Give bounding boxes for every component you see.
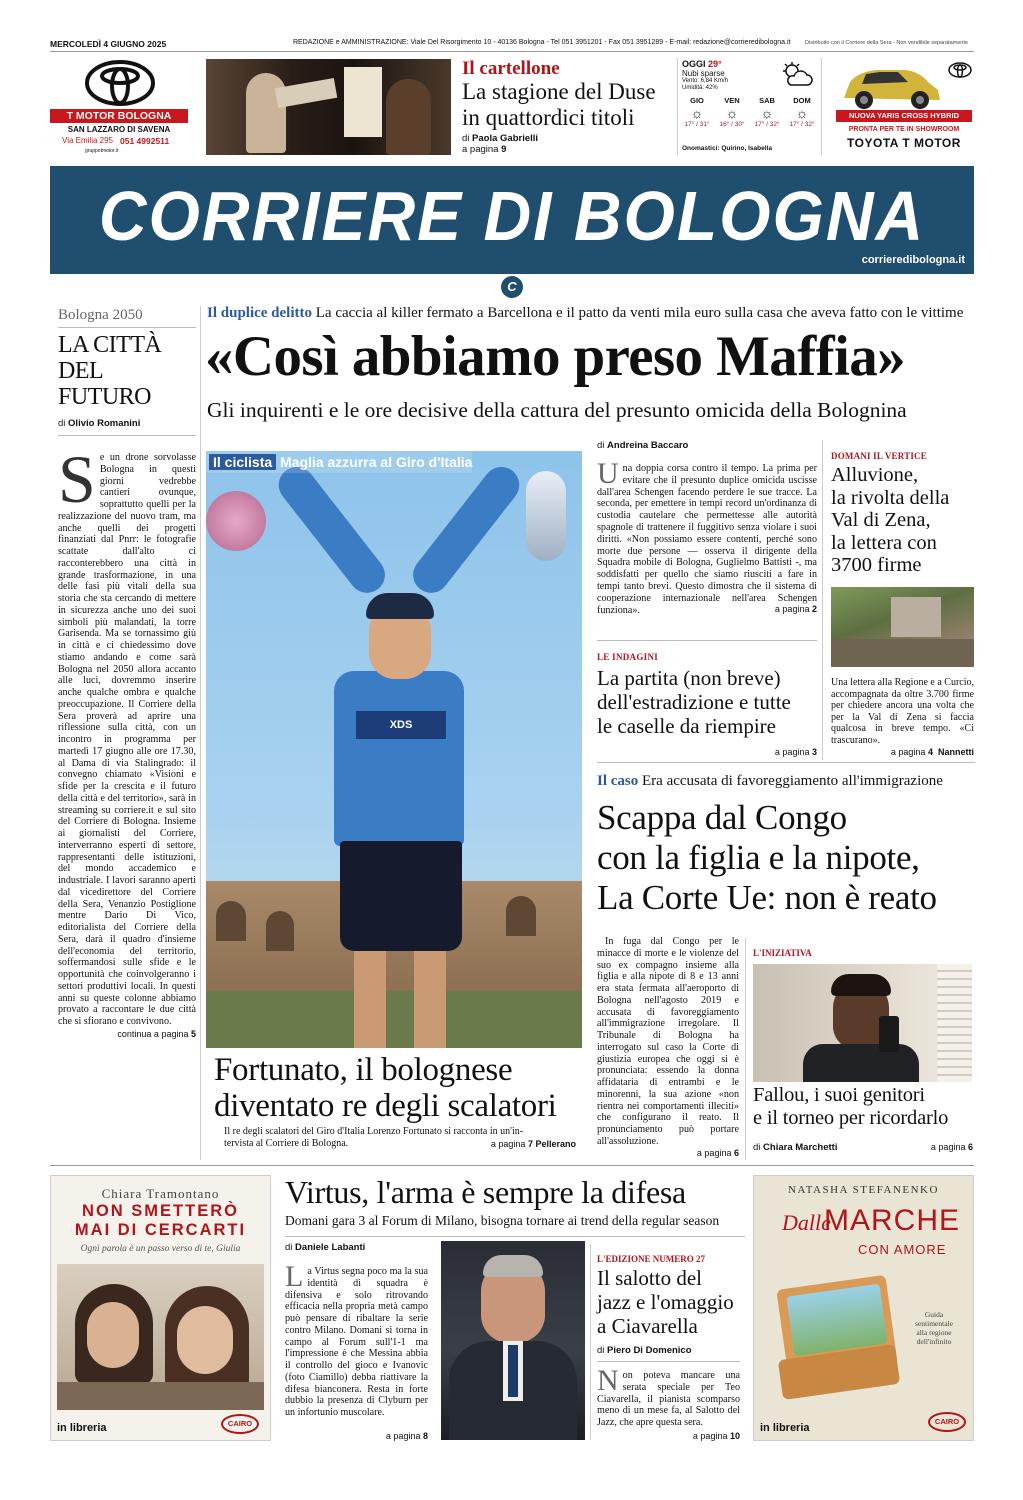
jazz-author: Piero Di Domenico [607,1345,692,1356]
congo-body [597,936,739,1148]
cyclist-caption-2-row [206,1138,582,1150]
book-ad-stefanenko[interactable] [753,1175,974,1441]
lead-story-page: 2 [811,604,817,615]
forecast-day: GIO ☼ 17° / 31° [680,96,714,128]
dealer-brand: T MOTOR BOLOGNA [50,109,188,123]
yaris-line-1: NUOVA YARIS CROSS HYBRID [836,110,972,122]
lead-story[interactable] [597,440,817,614]
congo-page: 6 [733,1148,739,1158]
page-prefix: a pagina [774,747,810,757]
onomastici: Onomastici: Quirino, Isabella [682,145,772,152]
jazz-text: on poteva mancare una serata speciale per Teo Ciavarella, il pianista scomparso meno di un mese fa, al Salotto del Jazz, che apre questa sera. [597,1370,740,1428]
congo-headline-3: La Corte Ue: non è reato [597,878,937,917]
dealer-phone: 051 4992511 [120,136,170,146]
congo-text: In fuga dal Congo per le minacce di morte e le violenze del suo ex compagno insieme alla figlia e alla nipote di 8 e 13 anni era stata fermata all'aeroporto di Bologna nell'agosto 2019 e accusata di favoreggiamento all'immigrazione irregolare. Il Tribunale di Bologna ha interrogato sul caso la Corte di giustizia europea che oggi si è pronunciata: essendo la donna affidataria di entrambi e le minorenni, la sua azione «non rientra nei comportamenti illeciti» che configurano il reato. Il pronunciamento può portare all'assoluzione. [597,936,739,1147]
book-left-title-2: MAI DI CERCARTI [74,1221,247,1239]
lead-story-author: Andreina Baccaro [607,440,689,451]
jazz-page: 10 [729,1431,740,1441]
lead-story-text: na doppia corsa contro il tempo. La prima per evitare che il presunto duplice omicida uscisse dall'area Schengen facendo perdere le sue tracce. La seconda, per emettere in tempi record un'ordinanza di custodia cautelare che permettesse alle autorità spagnole di trattenere il fuggitivo senza violare i suoi diritti. «Non possiamo essere contenti, perché sono morte due persone — osserva il dirigente della Squadra mobile di Bologna, Guglielmo Battisti -, ma soddisfatti per quello che siamo riusciti a fare in tempi tanto brevi. Questo dimostra che il sistema di cooperazione internazionale nell'area Schengen funziona». [597,463,817,616]
iniziativa-story[interactable] [753,1084,975,1153]
sun-icon: ☼ [760,105,774,121]
sidebar-title-1: LA CITTÀ [58,332,162,358]
divider [285,1236,745,1237]
cartellone-page: 9 [501,144,507,155]
alluvione-title-1: Alluvione, [831,464,919,486]
section-divider [50,1165,974,1166]
top-bar [50,38,974,52]
alluvione-pageref [831,747,974,757]
byline-prefix: di [58,418,66,429]
virtus-headline: Virtus, l'arma è sempre la difesa [285,1174,686,1210]
alluvione-story[interactable] [831,451,975,577]
weather-forecast [678,96,823,136]
lead-kicker: Il duplice delitto [207,305,313,321]
congo-headline[interactable] [597,798,977,918]
toyota-logo-icon [85,60,155,106]
sidebar-kicker: Bologna 2050 [58,307,143,323]
indagini-page: 3 [811,747,817,757]
jazz-pageref [597,1431,740,1441]
divider [597,640,817,641]
cyclist-caption-2: tervista al Corriere di Bologna. [224,1138,349,1149]
alluvione-title-2: la rivolta della [831,486,950,509]
page-prefix: a pagina [490,1139,526,1149]
book-cover-image [57,1264,264,1410]
alluvione-text: Una lettera alla Regione e a Curcio, accompagnata da oltre 3.700 firme per chiedere ancora una volta che per la Val di Zena si faccia qualcosa in breve tempo. «Ci trascurano». [831,677,974,746]
theater-photo [206,59,451,155]
column-divider [745,938,746,1160]
sidebar-page: 5 [190,1028,196,1039]
virtus-story[interactable] [285,1174,745,1230]
congo-headline-1: Scappa dal Congo [597,798,847,837]
congo-kicker-text: Era accusata di favoreggiamento all'immigrazione [642,773,943,789]
iniziativa-page: 6 [967,1142,973,1152]
page-prefix: a pagina [385,1431,421,1441]
cyclist-headline-1: Fortunato, il bolognese [214,1052,513,1088]
logo-badge-icon: C [501,276,523,298]
cairo-logo-icon: CAIRO [221,1414,259,1434]
book-right-title-2: MARCHE [824,1204,961,1237]
sun-icon: ☼ [725,105,739,121]
cartellone-kicker: Il cartellone [462,58,560,79]
book-right-blurb: Guida sentimentale alla regione dell'infinito [915,1310,953,1346]
cartellone-title-2: in quattordici titoli [462,105,635,130]
jazz-body [597,1364,740,1429]
sun-icon: ☼ [690,105,704,121]
column-divider [590,1244,591,1440]
cyclist-story[interactable] [206,1048,582,1160]
dealer-site: gruppotmotor.it [85,148,119,154]
dropcap: U [597,457,619,490]
cartellone-author: Paola Gabrielli [472,133,539,144]
book-right-title-1: Dalle [782,1210,831,1235]
flood-photo [831,587,974,667]
forecast-day: DOM ☼ 17° / 32° [785,96,819,128]
masthead[interactable] [50,166,974,274]
weather-desc: Nubi sparse [682,69,725,78]
cyclist-kicker-line [206,451,472,473]
book-right-author: NATASHA STEFANENKO [788,1184,939,1196]
indagini-title-2: dell'estradizione e tutte [597,690,791,714]
cyclist-author: Pellerano [535,1139,576,1149]
cyclist-headline-2: diventato re degli scalatori [214,1088,557,1124]
virtus-page: 8 [422,1431,428,1441]
dropcap: S [58,441,96,517]
masthead-site: corrieredibologna.it [861,254,965,266]
alluvione-title-5: 3700 firme [831,554,922,576]
dropcap: N [597,1364,619,1397]
divider [597,762,975,763]
iniziativa-title-1: Fallou, i suoi genitori [753,1084,925,1106]
congo-kicker: Il caso [597,773,639,789]
jazz-story[interactable] [597,1254,740,1429]
book-left-title-1: NON SMETTERÒ [82,1202,239,1220]
forecast-day: SAB ☼ 17° / 32° [750,96,784,128]
alluvione-title-3: Val di Zena, [831,509,931,531]
toyota-ad-left[interactable] [50,58,190,154]
virtus-byline [285,1242,365,1253]
virtus-pageref [285,1431,428,1441]
sidebar-city-future[interactable] [58,306,196,1039]
indagini-title-3: le caselle da riempire [597,714,776,738]
virtus-author: Daniele Labanti [295,1242,366,1253]
lead-kicker-text: La caccia al killer fermato a Barcellona e il patto da venti mila euro sulla casa che aveva fatto con le vittime [315,305,964,321]
page-prefix: a pagina [890,747,926,757]
congo-kicker-line [597,773,977,790]
jazz-kicker: L'EDIZIONE NUMERO 27 [597,1254,706,1264]
jazz-title-3: a Ciavarella [597,1314,698,1338]
indagini-kicker: LE INDAGINI [597,652,659,662]
weather-wind: Vento: 6,84 Km/h [682,78,729,84]
column-divider [822,440,823,760]
lead-headline[interactable]: «Così abbiamo preso Maffia» [205,325,906,388]
alluvione-body [831,677,974,747]
cartellone-box[interactable] [462,58,672,155]
lead-kicker-line [207,305,977,322]
lead-subhead: Gli inquirenti e le ore decisive della cattura del presunto omicida della Bolognina [207,398,907,422]
redazione-info: REDAZIONE e AMMINISTRAZIONE: Viale Del Risorgimento 10 - 40136 Bologna - Tel 051 3951201 - Fax 051 3951289 - E-mail: redazione@corrieredibologna.it [293,39,791,46]
sidebar-author: Olivio Romanini [68,418,141,429]
book-ad-tramontano[interactable] [50,1175,271,1441]
sun-icon: ☼ [795,105,809,121]
weather-humidity: Umidità: 42% [682,85,718,91]
book-left-subtitle: Ogni parola è un passo verso di te, Giulia [80,1244,241,1254]
suitcase-image [772,1272,902,1400]
virtus-subhead: Domani gara 3 al Forum di Milano, bisogna tornare ai trend della regular season [285,1213,720,1228]
sidebar-title-2: DEL FUTURO [58,358,152,410]
book-left-footer: in libreria [57,1422,107,1434]
sidebar-text: e un drone sorvolasse Bologna in questi giorni vedrebbe cantieri ovunque, soprattutto quelli per la realizzazione del nuovo tram, ma anche quelli dei progetti finanziati dal Pnrr: le fotografie scattate dall'alto ci racconterebbero una città in grande trasformazione, in una delle fasi più vitali della sua storia che sta cercando di mettere in sicurezza anche uno dei suoi simboli più malandati, la torre Garisenda. Ma se tornassimo giù in città e ci chiedessimo dove stiamo andando e come sarà Bologna nel 2050 allora accanto alle luci, dovremmo inserire anche qualche ombra e qualche preoccupazione. Il Corriere della Sera proverà ad aprire una riflessione sulla città, con un incontro in programma per martedì 17 giugno alle ore 17.30, al Dama di via Stalingrado: il convegno chiamato «Visioni e sfide per la crescita e il futuro della città e del territorio», sarà in streaming su corriere.it e sul sito del Corriere di Bologna. Insieme ai giornalisti del Corriere, interverranno esperti di settore, rappresentanti delle istituzioni, del mondo accademico e industriale. I lavori saranno aperti dal vicedirettore del Corriere della Sera, Venanzio Postiglione mentre Dario Di Vico, editorialista del Corriere della Sera, darà il quadro d'insieme dell'economia del territorio, soffermandosi sulle sfide e le opportunità che coinvolgeranno i settori produttivi locali. In questi anni su queste colonne abbiamo provato a raccontare le due città che si sfiorano e convivono. [58,452,196,1027]
cyclist-photo[interactable]: XDS [206,451,582,1048]
page-prefix: a pagina [930,1142,966,1152]
yaris-brand: TOYOTA T MOTOR [847,136,961,150]
byline-prefix: di [285,1242,293,1253]
dealer-address: Via Emilia 295 [62,136,113,145]
weather-today-label: OGGI [682,59,706,69]
virtus-body [285,1260,428,1419]
byline-prefix: di [597,440,605,451]
congo-pageref [597,1148,739,1158]
page-prefix: a pagina [774,604,810,615]
byline-prefix: di [462,133,470,144]
car-image-icon [836,60,946,112]
toyota-small-logo-icon [948,62,972,78]
jazz-title-1: Il salotto del [597,1266,702,1290]
lead-story-body [597,457,817,616]
book-right-footer: in libreria [760,1422,810,1434]
alluvione-title-4: la lettera con [831,531,937,554]
book-left-author: Chiara Tramontano [101,1186,220,1201]
iniziativa-kicker: L'INIZIATIVA [753,948,812,958]
indagini-title-1: La partita (non breve) [597,666,781,690]
yaris-ad-right[interactable] [836,58,974,154]
indagini-story[interactable] [597,652,817,757]
distribution-note: Distribuito con il Corriere della Sera - Non vendibile separatamente [805,40,968,46]
yaris-line-2: PRONTA PER TE IN SHOWROOM [848,126,960,133]
congo-headline-2: con la figlia e la nipote, [597,838,920,877]
page-prefix: a pagina [462,144,499,155]
ivanovic-photo [441,1241,585,1440]
virtus-text: a Virtus segna poco ma la sua identità di squadra è difensiva e solo ritrovando efficacia nella propria metà campo può pensare di ribaltare la serie contro Milano. Domani si torna in campo al Forum sull'1-1 ma l'impressione è che Messina abbia il controllo del gioco e Ivanovic (foto Ciamillo) debba riattivare la difesa bianconera. Resta in forte dubbio la presenza di Clyburn per un infortunio muscolare. [285,1266,428,1418]
byline-prefix: di [753,1142,761,1153]
column-divider [200,306,201,1160]
partly-cloudy-icon [781,61,813,89]
masthead-title: CORRIERE DI BOLOGNA [98,177,926,255]
forecast-day: VEN ☼ 16° / 30° [715,96,749,128]
cairo-logo-icon: CAIRO [928,1412,966,1432]
dropcap: L [285,1260,304,1293]
iniziativa-title-2: e il torneo per ricordarlo [753,1107,949,1129]
weather-box [677,58,822,156]
byline-prefix: di [597,1345,605,1356]
alluvione-author: Nannetti [938,747,974,757]
fallou-photo [753,964,972,1082]
weather-today-temp: 29° [708,59,722,69]
cyclist-caption-1: Il re degli scalatori del Giro d'Italia Lorenzo Fortunato si racconta in un'in- [224,1126,524,1137]
iniziativa-author: Chiara Marchetti [763,1142,838,1153]
jazz-title-2: jazz e l'omaggio [597,1290,734,1314]
page-prefix: a pagina [696,1148,732,1158]
cyclist-kicker: Il ciclista [209,454,276,470]
cartellone-title-1: La stagione del Duse [462,79,656,104]
page-prefix: a pagina [692,1431,728,1441]
continua-label: continua a pagina [117,1028,189,1039]
alluvione-kicker: DOMANI IL VERTICE [831,451,927,461]
cyclist-kicker-text: Maglia azzurra al Giro d'Italia [280,454,473,470]
alluvione-page: 4 [927,747,933,757]
book-right-title-3: CON AMORE [858,1242,947,1257]
dealer-city: SAN LAZZARO DI SAVENA [67,125,171,134]
sidebar-body [58,441,196,1028]
cyclist-page: 7 [527,1139,533,1149]
issue-date: MERCOLEDÌ 4 GIUGNO 2025 [50,39,167,49]
